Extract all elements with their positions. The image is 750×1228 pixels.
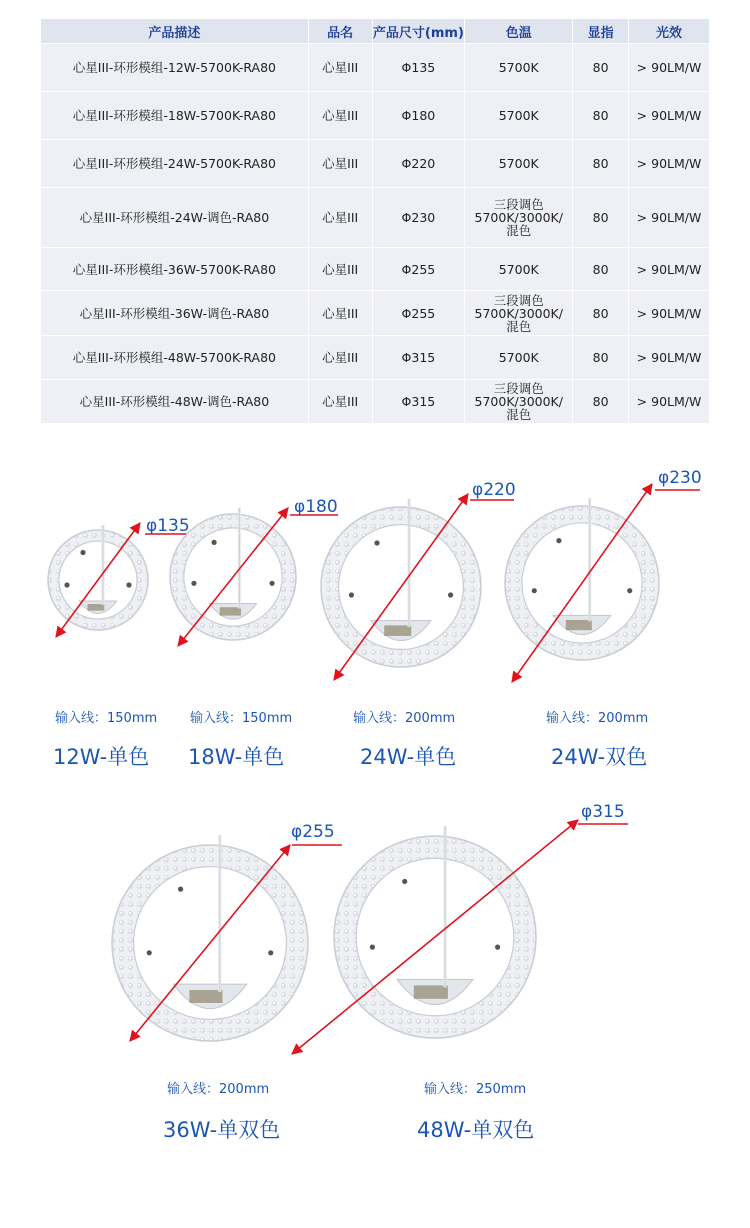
cell-color-temp: 5700K <box>465 92 572 139</box>
module-title: 24W-双色 <box>551 745 648 769</box>
input-wire-length: 输入线：150mm <box>190 711 293 726</box>
cell-name: 心星III <box>309 92 372 139</box>
diameter-label: φ180 <box>294 497 338 517</box>
cell-cri: 80 <box>573 336 628 379</box>
cell-color-temp: 5700K <box>465 140 572 187</box>
cell-size: Φ220 <box>373 140 465 187</box>
module-title: 36W-单双色 <box>163 1118 281 1142</box>
input-wire-length: 输入线：200mm <box>167 1082 270 1097</box>
cell-cri: 80 <box>573 44 628 91</box>
ring-module-2 <box>170 508 338 646</box>
cell-name: 心星III <box>309 291 372 335</box>
cell-description: 心星III-环形模组-48W-调色-RA80 <box>41 380 308 423</box>
cell-description: 心星III-环形模组-24W-5700K-RA80 <box>41 140 308 187</box>
cell-name: 心星III <box>309 248 372 290</box>
input-wire-length: 输入线：150mm <box>55 711 158 726</box>
cell-size: Φ315 <box>373 336 465 379</box>
input-wire-length: 输入线：200mm <box>546 711 649 726</box>
cell-description: 心星III-环形模组-48W-5700K-RA80 <box>41 336 308 379</box>
cell-size: Φ255 <box>373 291 465 335</box>
col-header-description: 产品描述 <box>41 19 308 43</box>
col-header-name: 品名 <box>309 19 372 43</box>
cell-color-temp: 三段调色 5700K/3000K/混色 <box>465 291 572 335</box>
col-header-size: 产品尺寸(mm) <box>373 19 465 43</box>
cell-efficacy: > 90LM/W <box>629 92 709 139</box>
col-header-efficacy: 光效 <box>629 19 709 43</box>
cell-name: 心星III <box>309 140 372 187</box>
cell-name: 心星III <box>309 188 372 247</box>
cell-efficacy: > 90LM/W <box>629 248 709 290</box>
cell-color-temp: 三段调色 5700K/3000K/混色 <box>465 188 572 247</box>
diameter-label: φ135 <box>146 516 190 536</box>
diameter-label: φ315 <box>581 802 625 822</box>
cell-cri: 80 <box>573 291 628 335</box>
cell-size: Φ315 <box>373 380 465 423</box>
cell-cri: 80 <box>573 140 628 187</box>
cell-name: 心星III <box>309 336 372 379</box>
cell-efficacy: > 90LM/W <box>629 188 709 247</box>
module-title: 12W-单色 <box>53 745 150 769</box>
ring-module-1 <box>48 523 190 637</box>
cell-color-temp: 三段调色 5700K/3000K/混色 <box>465 380 572 423</box>
cell-efficacy: > 90LM/W <box>629 140 709 187</box>
cell-description: 心星III-环形模组-18W-5700K-RA80 <box>41 92 308 139</box>
cell-name: 心星III <box>309 380 372 423</box>
cell-size: Φ230 <box>373 188 465 247</box>
diameter-label: φ230 <box>658 468 702 488</box>
cell-description: 心星III-环形模组-36W-调色-RA80 <box>41 291 308 335</box>
cell-efficacy: > 90LM/W <box>629 44 709 91</box>
input-wire-length: 输入线：200mm <box>353 711 456 726</box>
cell-color-temp: 5700K <box>465 248 572 290</box>
ring-module-3 <box>321 494 514 680</box>
ring-module-6 <box>292 820 628 1054</box>
diameter-label: φ220 <box>472 480 516 500</box>
module-title: 24W-单色 <box>360 745 457 769</box>
cell-color-temp: 5700K <box>465 336 572 379</box>
cell-description: 心星III-环形模组-24W-调色-RA80 <box>41 188 308 247</box>
cell-color-temp: 5700K <box>465 44 572 91</box>
cell-description: 心星III-环形模组-36W-5700K-RA80 <box>41 248 308 290</box>
cell-efficacy: > 90LM/W <box>629 336 709 379</box>
cell-cri: 80 <box>573 380 628 423</box>
col-header-cri: 显指 <box>573 19 628 43</box>
col-header-color-temp: 色温 <box>465 19 572 43</box>
cell-cri: 80 <box>573 188 628 247</box>
cell-name: 心星III <box>309 44 372 91</box>
cell-cri: 80 <box>573 92 628 139</box>
diameter-label: φ255 <box>291 822 335 842</box>
cell-size: Φ255 <box>373 248 465 290</box>
cell-description: 心星III-环形模组-12W-5700K-RA80 <box>41 44 308 91</box>
module-title: 48W-单双色 <box>417 1118 535 1142</box>
cell-cri: 80 <box>573 248 628 290</box>
ring-module-5 <box>112 835 342 1041</box>
cell-size: Φ135 <box>373 44 465 91</box>
cell-efficacy: > 90LM/W <box>629 291 709 335</box>
module-title: 18W-单色 <box>188 745 285 769</box>
cell-efficacy: > 90LM/W <box>629 380 709 423</box>
cell-size: Φ180 <box>373 92 465 139</box>
input-wire-length: 输入线：250mm <box>424 1082 527 1097</box>
ring-module-4 <box>505 484 700 682</box>
